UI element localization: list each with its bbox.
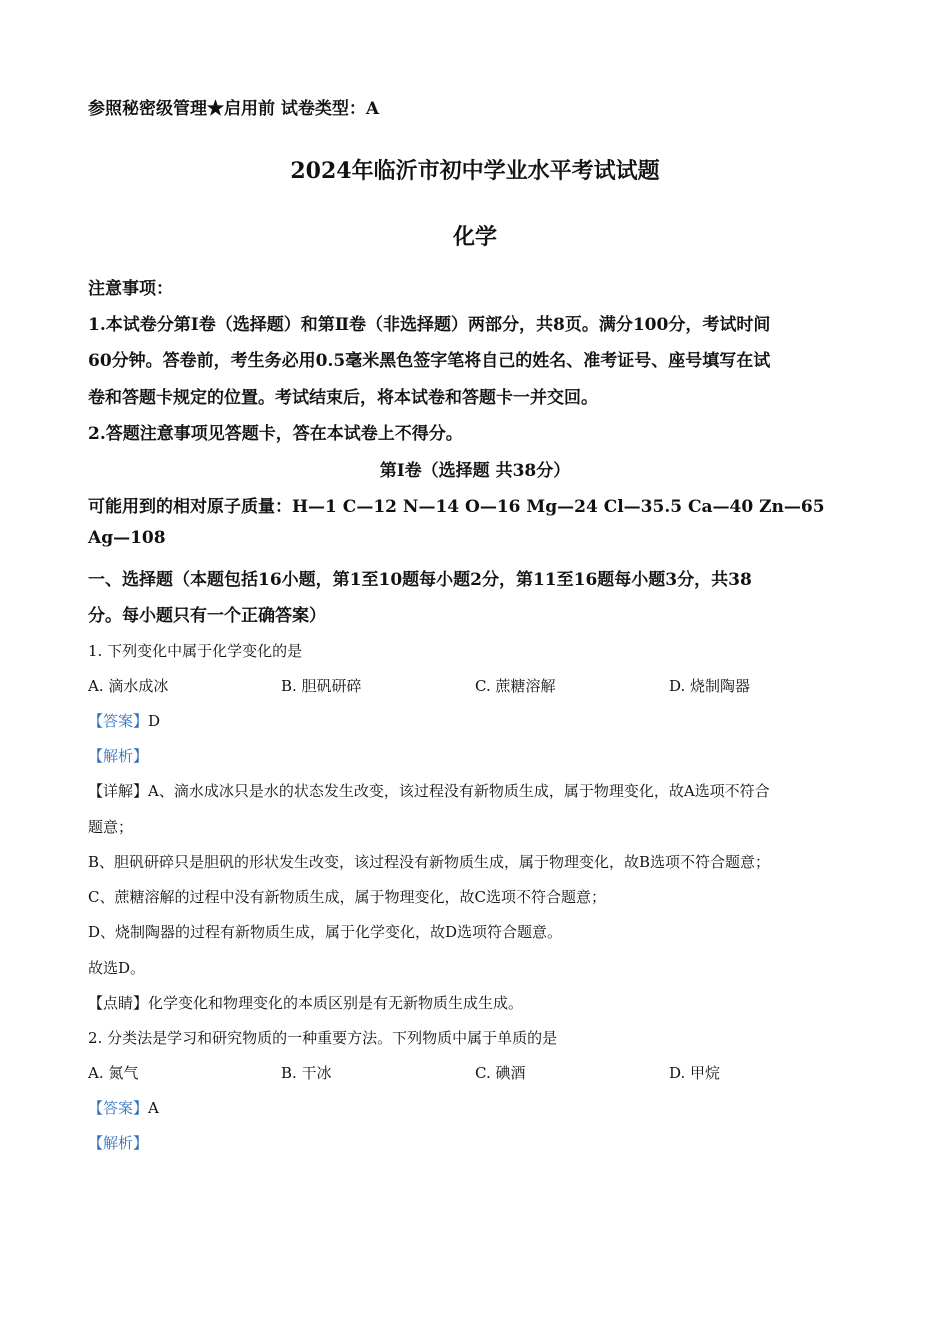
classification-line: 参照秘密级管理★启用前 试卷类型：A: [88, 99, 380, 119]
atomic-mass-line2: Ag—108: [88, 528, 166, 548]
q1-remark: 化学变化和物理变化的本质区别是有无新物质生成生成。: [148, 994, 524, 1012]
part1-heading-line1: 一、选择题（本题包括16小题，第1至10题每小题2分，第11至16题每小题3分，共38: [88, 570, 752, 590]
q2-answer-line: [88, 1097, 159, 1118]
q1-stem: 1. 下列变化中属于化学变化的是: [88, 642, 303, 660]
q2-answer-tag: 【答案】: [88, 1099, 149, 1117]
q1-conclusion: 故选D。: [88, 959, 146, 977]
q2-analysis-tag: 【解析】: [88, 1134, 149, 1152]
q2-stem: 2. 分类法是学习和研究物质的一种重要方法。下列物质中属于单质的是: [88, 1029, 558, 1047]
q1-option-b: B. 胆矾研碎: [281, 677, 362, 695]
notes-item2: 2.答题注意事项见答题卡，答在本试卷上不得分。: [88, 424, 463, 444]
notes-item1-line1: 1.本试卷分第Ⅰ卷（选择题）和第Ⅱ卷（非选择题）两部分，共8页。满分100分，考试时间: [88, 315, 771, 335]
q1-remark-line: [88, 992, 523, 1013]
subject-title: 化学: [452, 224, 497, 250]
q1-option-a: A. 滴水成冰: [88, 677, 169, 695]
q1-detail-text: A、滴水成冰只是水的状态发生改变，该过程没有新物质生成，属于物理变化，故A选项不符合: [148, 782, 770, 800]
q2-option-c: C. 碘酒: [475, 1064, 526, 1082]
q1-detail-c: C、蔗糖溶解的过程中没有新物质生成，属于物理变化，故C选项不符合题意；: [88, 888, 606, 906]
q1-detail-line2: 题意；: [88, 818, 134, 836]
q2-option-d: D. 甲烷: [669, 1064, 721, 1082]
atomic-mass-line1: 可能用到的相对原子质量：H—1 C—12 N—14 O—16 Mg—24 Cl—35.5 Ca—40 Zn—65: [88, 497, 825, 517]
section1-title: 第Ⅰ卷（选择题 共38分）: [379, 461, 571, 481]
q1-detail-tag: 【详解】: [88, 782, 149, 800]
q1-answer-tag: 【答案】: [88, 712, 149, 730]
q1-detail-b: B、胆矾研碎只是胆矾的形状发生改变，该过程没有新物质生成，属于物理变化，故B选项不符合题意；: [88, 853, 771, 871]
part1-heading-line2: 分。每小题只有一个正确答案）: [88, 606, 326, 626]
q1-detail-d: D、烧制陶器的过程有新物质生成，属于化学变化，故D选项符合题意。: [88, 923, 563, 941]
q1-detail-line1: [88, 780, 770, 801]
q2-option-b: B. 干冰: [281, 1064, 332, 1082]
q2-answer: A: [148, 1099, 159, 1117]
q2-option-a: A. 氮气: [88, 1064, 139, 1082]
q1-analysis-tag: 【解析】: [88, 747, 149, 765]
notes-heading: 注意事项：: [88, 279, 173, 299]
notes-item1-line2: 60分钟。答卷前，考生务必用0.5毫米黑色签字笔将自己的姓名、准考证号、座号填写在试: [88, 351, 771, 371]
q1-answer: D: [148, 712, 161, 730]
q1-option-c: C. 蔗糖溶解: [475, 677, 556, 695]
q1-remark-tag: 【点睛】: [88, 994, 149, 1012]
exam-title: 2024年临沂市初中学业水平考试试题: [290, 158, 660, 184]
q1-option-d: D. 烧制陶器: [669, 677, 751, 695]
notes-item1-line3: 卷和答题卡规定的位置。考试结束后，将本试卷和答题卡一并交回。: [88, 388, 598, 408]
q1-answer-line: [88, 710, 160, 731]
